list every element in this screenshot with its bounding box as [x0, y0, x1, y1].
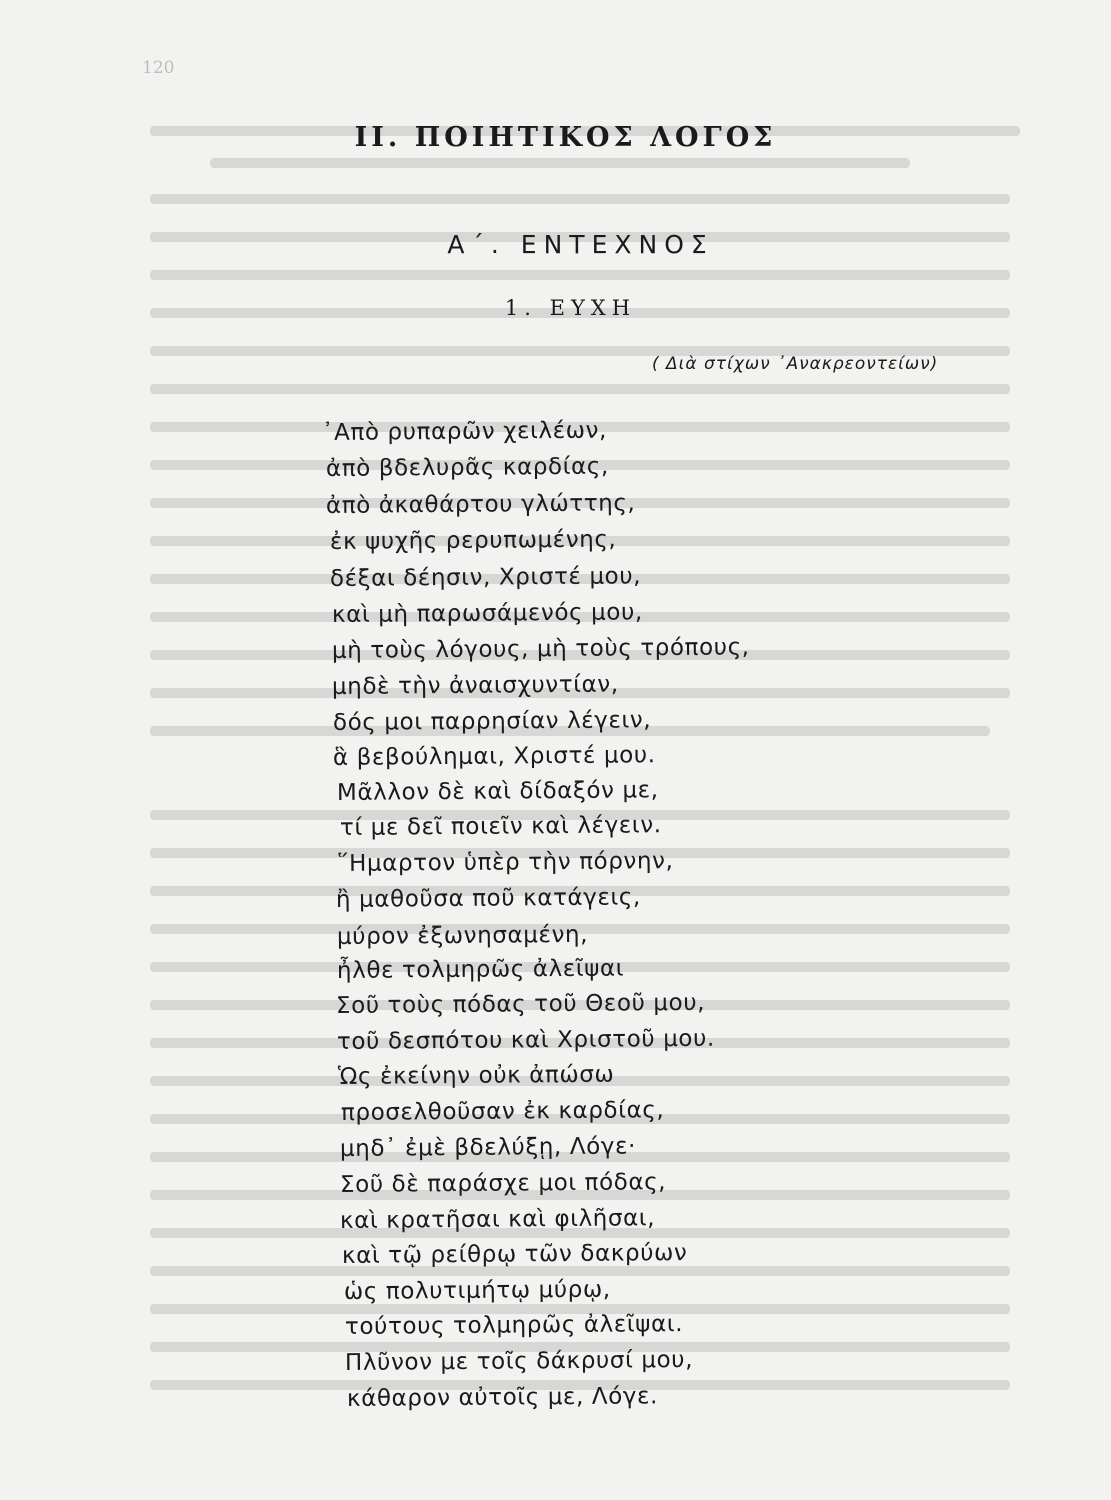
verse-line: τούτους τολμηρῶς ἀλεῖψαι.: [344, 1311, 684, 1340]
verse-line: καὶ κρατῆσαι καὶ φιλῆσαι,: [339, 1205, 656, 1234]
verse-line: μηδ᾿ ἐμὲ βδελύξῃ, Λόγε·: [339, 1133, 637, 1162]
verse-line: ἦλθε τολμηρῶς ἀλεῖψαι: [336, 955, 625, 984]
verse-line: Μᾶλλον δὲ καὶ δίδαξόν με,: [336, 777, 659, 806]
poem-subtitle: ( Διὰ στίχων ᾿Ανακρεοντείων): [652, 354, 939, 374]
verse-line: Πλῦνον με τοῖς δάκρυσί μου,: [344, 1346, 694, 1376]
verse-line: Σοῦ τοὺς πόδας τοῦ Θεοῦ μου,: [335, 989, 706, 1019]
verse-line: μύρον ἐξωνησαμένη,: [336, 921, 589, 950]
section-title: Α΄. ΕΝΤΕΧΝΟΣ: [447, 230, 714, 259]
verse-line: ἀπὸ βδελυρᾶς καρδίας,: [325, 453, 609, 482]
verse-line: προσελθοῦσαν ἐκ καρδίας,: [340, 1097, 665, 1126]
verse-line: τί με δεῖ ποιεῖν καὶ λέγειν.: [339, 812, 662, 841]
verse-line: μὴ τοὺς λόγους, μὴ τοὺς τρόπους,: [331, 634, 750, 664]
verse-line: ἀπὸ ἀκαθάρτου γλώττης,: [325, 490, 636, 519]
part-title: ΙΙ. ΠΟΙΗΤΙΚΟΣ ΛΟΓΟΣ: [354, 122, 777, 153]
verse-line: δέξαι δέησιν, Χριστέ μου,: [329, 563, 642, 592]
verse-line: ἐκ ψυχῆς ρερυπωμένης,: [329, 526, 617, 555]
verse-line: ἃ βεβούλημαι, Χριστέ μου.: [332, 742, 656, 771]
verse-line: κάθαρον αὐτοῖς με, Λόγε.: [346, 1383, 659, 1412]
verse-line: μηδὲ τὴν ἀναισχυντίαν,: [331, 671, 619, 700]
verse-line: ἢ μαθοῦσα ποῦ κατάγεις,: [335, 884, 641, 913]
poem-title: 1. ΕΥΧΗ: [504, 296, 637, 320]
verse-line: καὶ μὴ παρωσάμενός μου,: [331, 599, 643, 628]
verse-line: ῞Ημαρτον ὑπὲρ τὴν πόρνην,: [336, 848, 674, 877]
verse-line: Σοῦ δὲ παράσχε μοι πόδας,: [339, 1169, 667, 1198]
verse-line: καὶ τῷ ρείθρῳ τῶν δακρύων: [341, 1239, 688, 1269]
verse-line: δός μοι παρρησίαν λέγειν,: [332, 707, 652, 736]
verse-line: τοῦ δεσπότου καὶ Χριστοῦ μου.: [336, 1025, 715, 1055]
verse-line: ὡς πολυτιμήτῳ μύρῳ,: [343, 1276, 611, 1305]
verse-line: ᾿Απὸ ρυπαρῶν χειλέων,: [321, 417, 608, 446]
verse-line: Ὡς ἐκείνην οὐκ ἀπώσω: [337, 1061, 615, 1090]
page-number: 120: [142, 58, 175, 78]
